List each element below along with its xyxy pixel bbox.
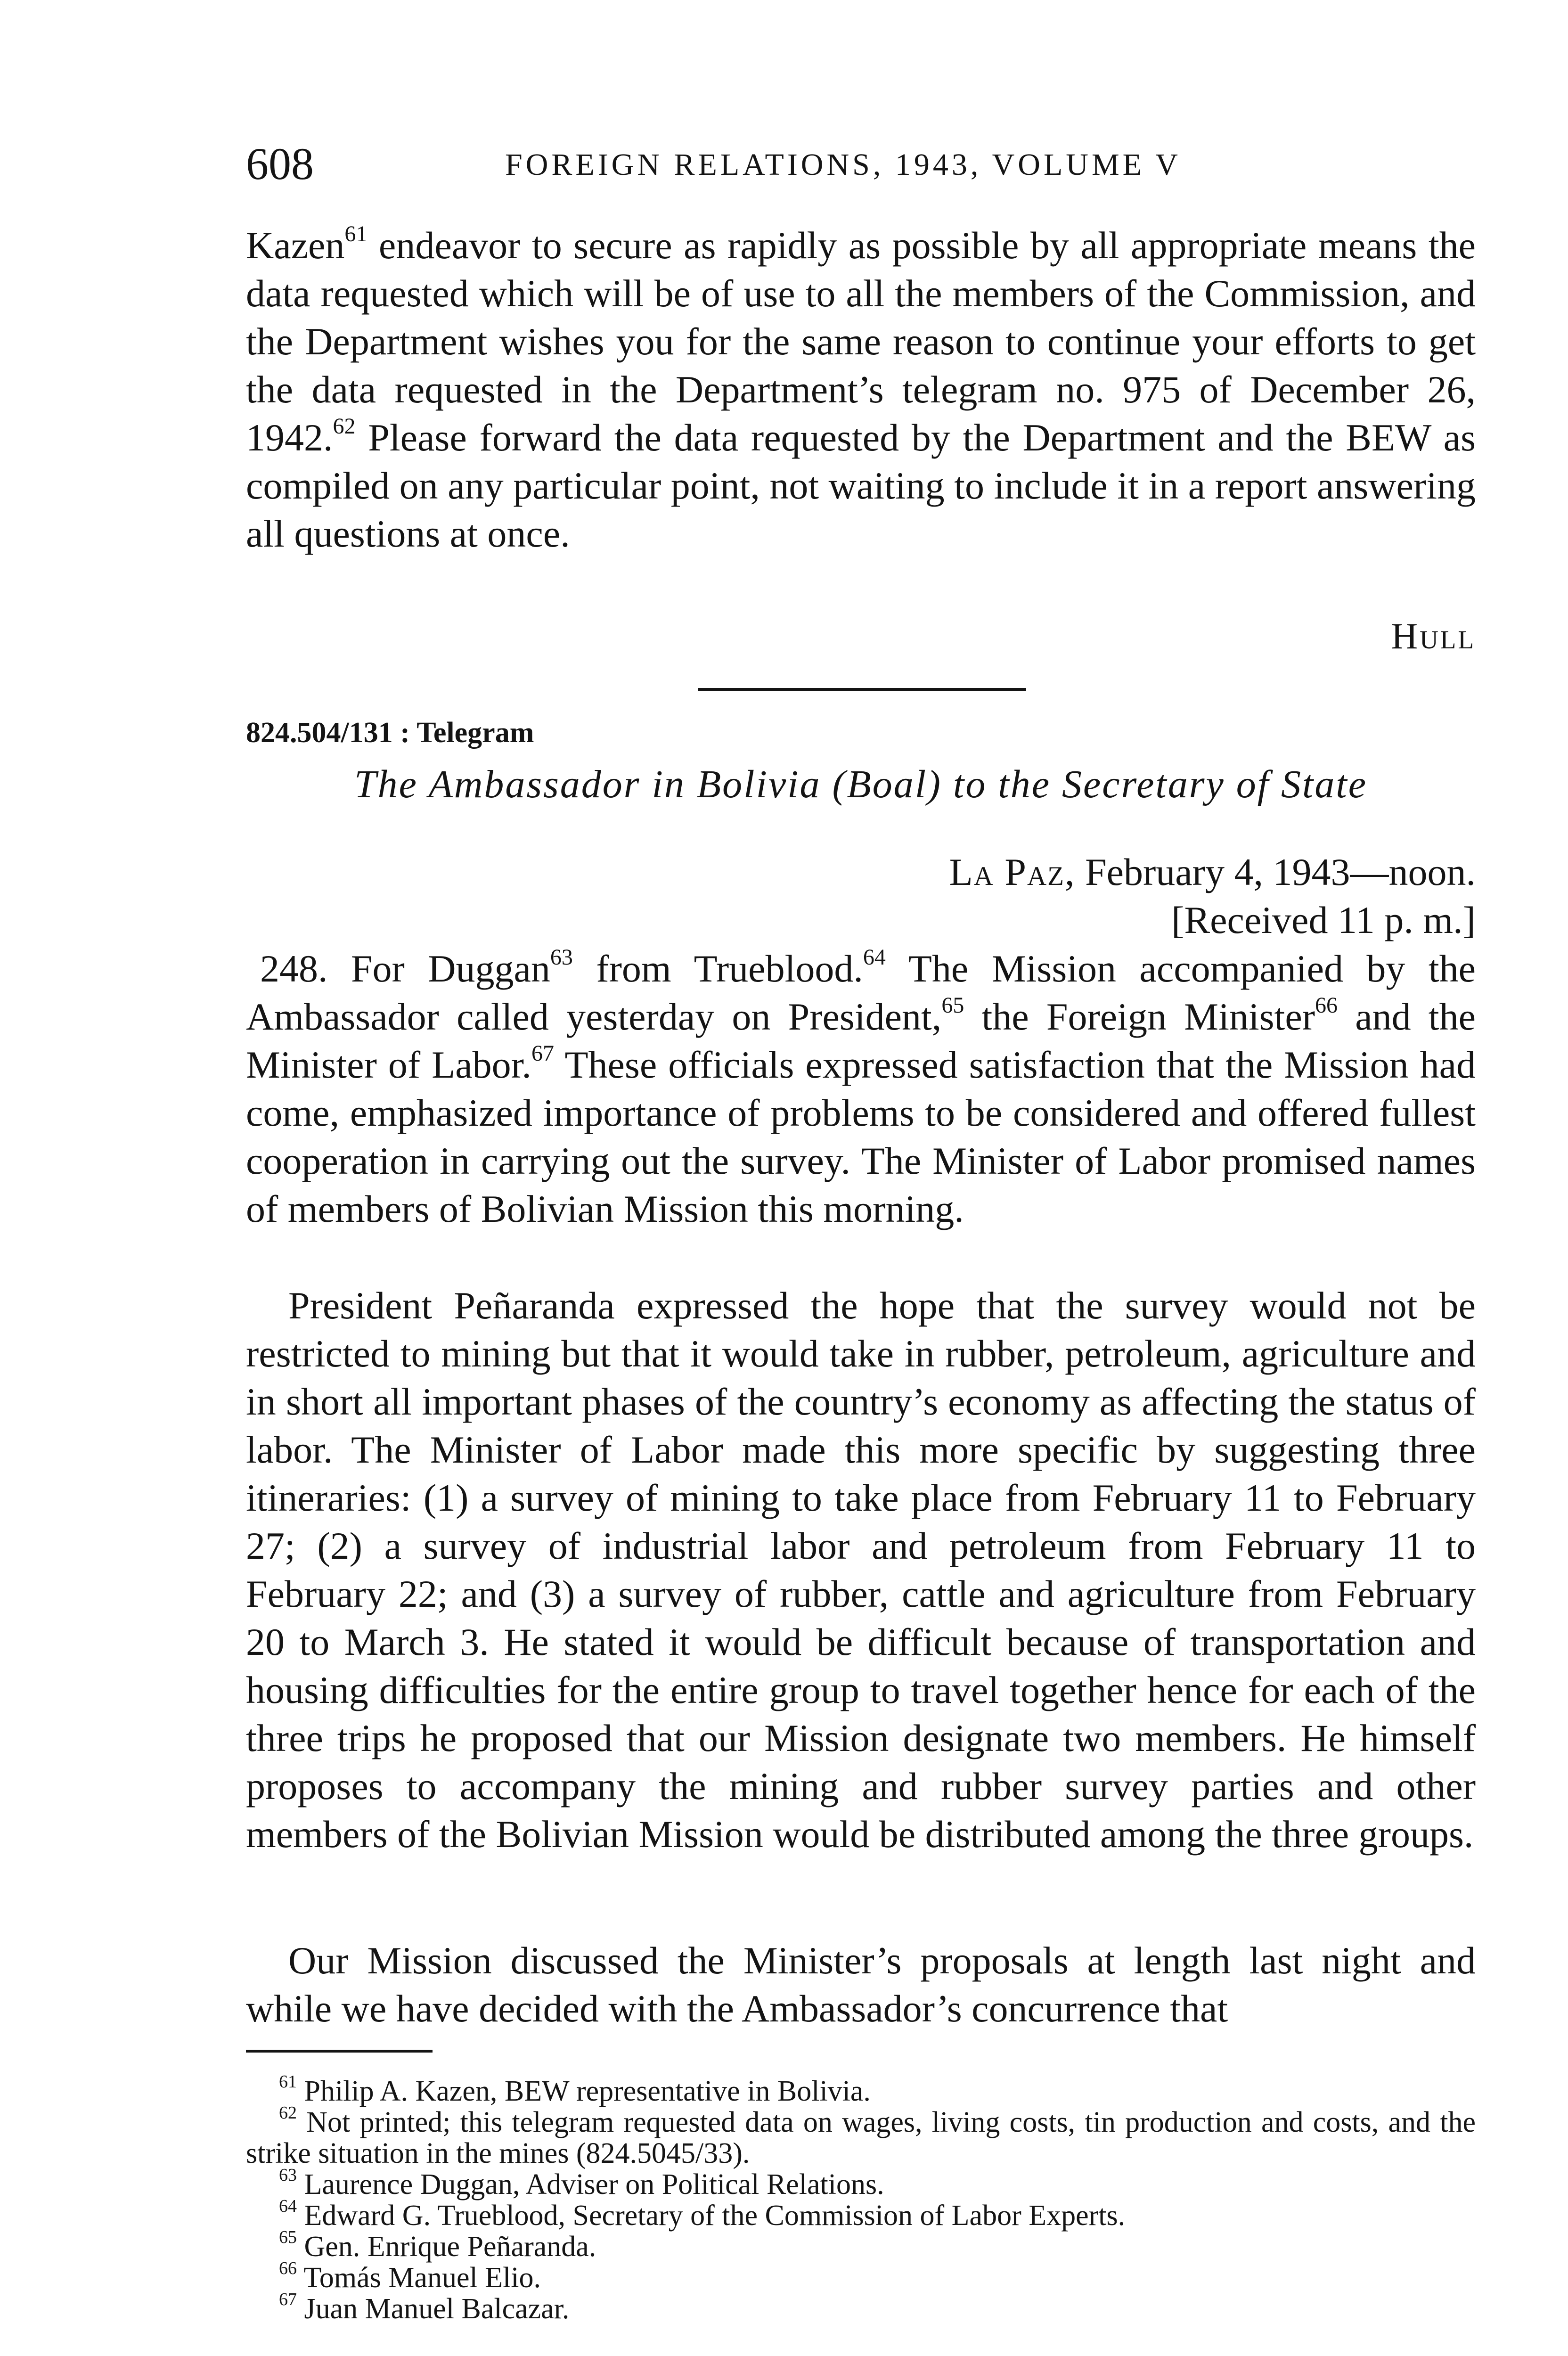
para2-text-c: The Mission accompanied by the Ambassador called yesterday on President, <box>246 947 1476 1038</box>
para1-text-b: endeavor to secure as rapidly as possible by all appropriate means the data requested which will be of use to all the members of the Commission, and the Department wishes you for the same reason to continue your efforts to get the data requested in the Department’s telegram no. 975 of December 26, 1942. <box>246 224 1476 459</box>
footnote-65 <box>246 2227 1476 2263</box>
para2-text-a: 248. For Duggan <box>260 947 550 990</box>
para2-text-b: from Trueblood. <box>572 947 863 990</box>
footnotes <box>246 2072 1476 2325</box>
footnote-divider <box>246 2050 433 2053</box>
footnote-ref-62: 62 <box>333 413 356 439</box>
footnote-number: 63 <box>279 2165 297 2185</box>
footnote-62 <box>246 2103 1476 2169</box>
footnote-67 <box>246 2290 1476 2325</box>
para1-text-a: Kazen <box>246 224 345 267</box>
footnote-ref-66: 66 <box>1315 992 1338 1018</box>
footnote-ref-65: 65 <box>941 992 964 1018</box>
footnote-number: 64 <box>279 2196 297 2217</box>
footnote-text: Edward G. Trueblood, Secretary of the Commission of Labor Experts. <box>297 2200 1126 2232</box>
footnote-number: 65 <box>279 2227 297 2248</box>
paragraph-penaranda: President Peñaranda expressed the hope that the survey would not be restricted to mining but that it would take in rubber, petroleum, agriculture and in short all important phases of the country’s economy as affecting the status of labor. The Minister of Labor made this more specific by suggesting three itineraries: (1) a survey of mining to take place from February 11 to February 27; (2) a survey of industrial labor and petroleum from February 11 to February 22; and (3) a survey of rubber, cattle and agriculture from February 20 to March 3. He stated it would be difficult because of transportation and housing difficulties for the entire group to travel together hence for each of the three trips he proposed that our Mission designate two members. He himself proposes to accompany the mining and rubber survey parties and other members of the Bolivian Mission would be distributed among the three groups. <box>246 1284 1476 1856</box>
footnote-ref-67: 67 <box>531 1040 554 1066</box>
heading-part-c: to the Secretary of State <box>942 762 1368 806</box>
footnote-number: 61 <box>279 2072 297 2092</box>
dateline-date: February 4, 1943—noon. <box>1075 851 1476 893</box>
footnote-ref-64: 64 <box>863 944 886 970</box>
footnote-63 <box>246 2165 1476 2201</box>
footnote-64 <box>246 2196 1476 2232</box>
footnote-text: Not printed; this telegram requested data on wages, living costs, tin production and costs, and the strike situation in the mines (824.5045/33). <box>246 2106 1476 2169</box>
paragraph-mission-discussed: Our Mission discussed the Minister’s proposals at length last night and while we have decided with the Ambassador’s concurrence that <box>246 1939 1476 2030</box>
footnote-number: 67 <box>279 2290 297 2310</box>
footnote-ref-63: 63 <box>550 944 573 970</box>
heading-part-a: The Ambassador in Bolivia <box>354 762 833 806</box>
page-number: 608 <box>246 139 314 189</box>
section-divider <box>698 688 1026 691</box>
footnote-text: Philip A. Kazen, BEW representative in Bolivia. <box>297 2075 871 2107</box>
para2-text-e: and the Minister of Labor. <box>246 995 1476 1086</box>
running-head <box>246 136 1476 192</box>
para2-text-f: These officials expressed satisfaction that the Mission had come, emphasized importance of problems to be considered and offered fullest cooperation in carrying out the survey. The Minister of Labor promised names of members of Bolivian Mission this morning. <box>246 1043 1476 1230</box>
footnote-number: 62 <box>279 2103 297 2123</box>
document-heading <box>246 759 1476 810</box>
received-note: [Received 11 p. m.] <box>1171 899 1476 941</box>
paragraph-kazen <box>246 221 1476 558</box>
signature-hull: Hull <box>1391 615 1476 656</box>
footnote-text: Tomás Manuel Elio. <box>297 2262 541 2294</box>
footnote-ref-61: 61 <box>344 221 368 246</box>
file-number: 824.504/131 : Telegram <box>246 717 534 749</box>
footnote-text: Laurence Duggan, Adviser on Political Relations. <box>297 2168 884 2201</box>
heading-part-b: (Boal) <box>832 762 942 806</box>
dateline <box>949 848 1476 944</box>
dateline-place: La Paz, <box>949 851 1076 893</box>
running-title: FOREIGN RELATIONS, 1943, VOLUME V <box>505 147 1181 182</box>
footnote-number: 66 <box>279 2258 297 2279</box>
dateline-line <box>949 848 1476 896</box>
footnote-66 <box>246 2258 1476 2294</box>
footnote-text: Gen. Enrique Peñaranda. <box>297 2231 596 2263</box>
footnote-text: Juan Manuel Balcazar. <box>297 2293 570 2325</box>
para2-text-d: the Foreign Minister <box>964 995 1315 1038</box>
paragraph-telegram-248 <box>246 945 1476 1233</box>
para1-text-c: Please forward the data requested by the Department and the BEW as compiled on any particular point, not waiting to include it in a report answering all questions at once. <box>246 416 1476 555</box>
footnote-61 <box>246 2072 1476 2107</box>
